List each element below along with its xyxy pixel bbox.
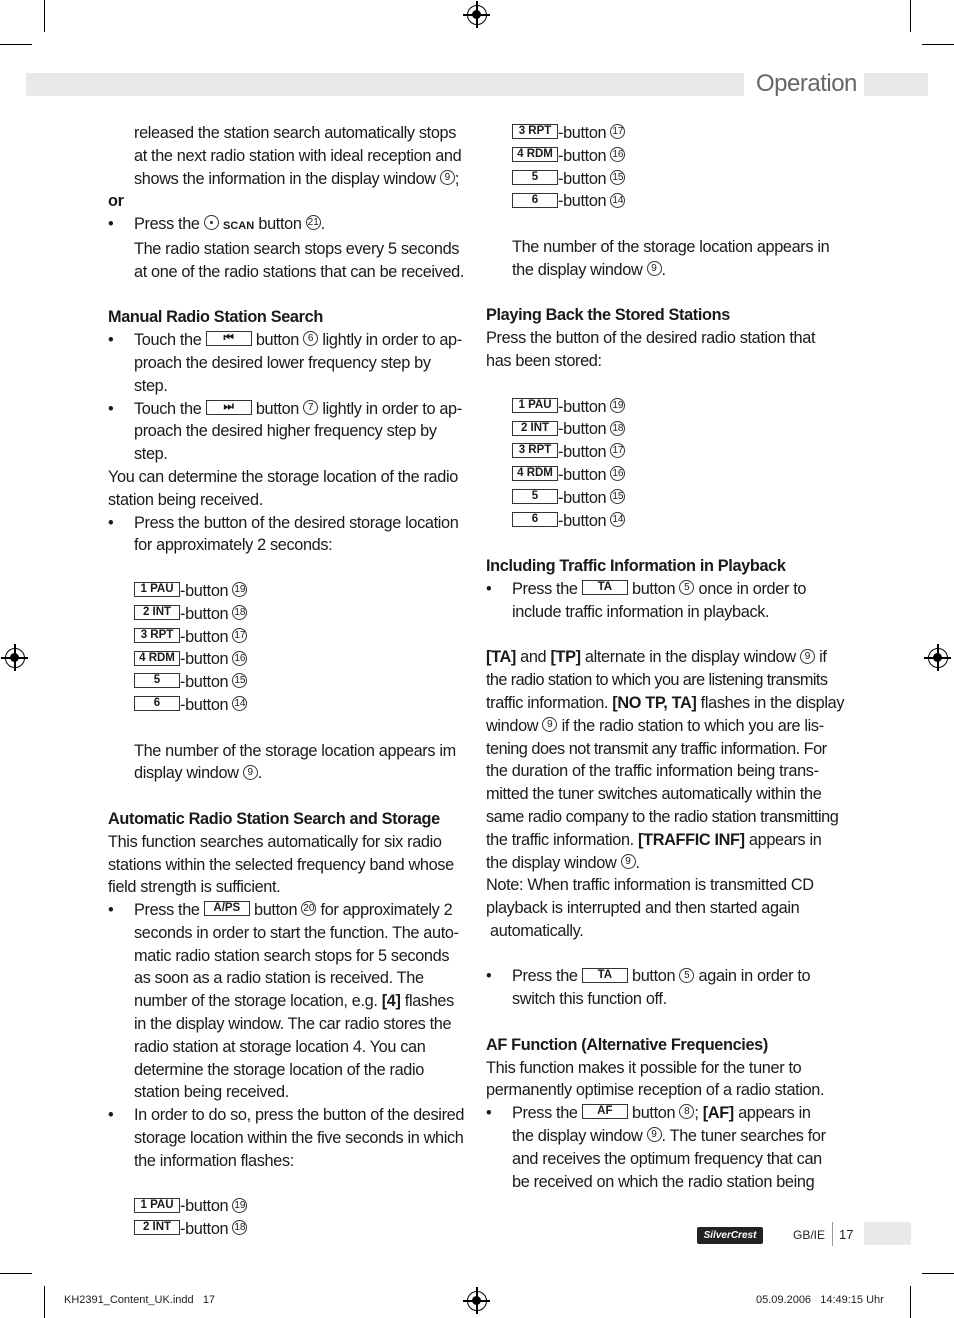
text-line: The number of the storage location appears in [512, 237, 830, 256]
text-line: seconds in order to start the function. The auto- [134, 923, 459, 942]
list-item: • Press the TA button 5 once in order to [486, 579, 807, 598]
text-line: playback is interrupted and then started again [486, 899, 800, 918]
previous-icon: ⏮ [206, 331, 252, 346]
af-button-label: AF [582, 1104, 628, 1119]
scan-label: SCAN [223, 220, 255, 233]
header-band-right [864, 73, 928, 96]
text-line: same radio company to the radio station transmitting [486, 807, 839, 826]
list-item: • Press the TA button 5 again in order to [486, 967, 811, 986]
text-line: has been stored: [486, 351, 602, 370]
aps-button-label: A/PS [204, 901, 250, 916]
page-number: 17 [839, 1227, 854, 1242]
station-row: 6 -button 14 [512, 510, 846, 533]
station-row: 2 INT -button 18 [134, 1218, 468, 1241]
station-row: 3 RPT -button 17 [512, 122, 846, 145]
station-row: 4 RDM -button 16 [512, 464, 846, 487]
ref-number: 21 [307, 217, 319, 229]
ta-button-label: TA [582, 968, 628, 983]
list-item: • Touch the ⏭ button 7 lightly in order to ap- [108, 399, 462, 418]
text-line: matic radio station search stops for 5 seconds [134, 946, 450, 965]
station-row: 5 -button 15 [512, 168, 846, 191]
station-list [486, 396, 846, 533]
list-item: • Touch the ⏮ button 6 lightly in order to ap- [108, 331, 462, 350]
station-row: 1 PAU -button 19 [134, 1195, 468, 1218]
crop-mark [922, 1273, 954, 1274]
text-line: radio station at storage location 4. You can [134, 1037, 426, 1056]
list-item: • Press the A/PS button 20 for approximately 2 [108, 901, 453, 920]
text-line: the information flashes: [134, 1151, 294, 1170]
registration-mark-icon [467, 1291, 487, 1311]
text-line: The number of the storage location appears im [134, 741, 456, 760]
crop-mark [910, 1286, 911, 1318]
scan-icon [204, 215, 219, 230]
text-line: storage location within the five seconds in which [134, 1129, 464, 1148]
brand-logo: SilverCrest [697, 1227, 763, 1244]
station-row: 6 -button 14 [512, 190, 846, 213]
file-info: KH2391_Content_UK.indd 17 [64, 1294, 216, 1306]
text-line: the display window 9 . The tuner searches for [512, 1127, 826, 1146]
station-row: 4 RDM -button 16 [134, 648, 468, 671]
text-line: automatically. [490, 921, 584, 940]
text-line: released the station search automatically stops [134, 124, 457, 142]
station-row: 2 INT -button 18 [512, 418, 846, 441]
list-item: • Press the AF button 8 ; [AF] appears in [486, 1104, 811, 1123]
text-line: permanently optimise reception of a radio station. [486, 1081, 825, 1100]
list-item: • In order to do so, press the button of the desired [108, 1106, 465, 1125]
ref-number: 7 [303, 400, 318, 415]
text-line: the radio station to which you are listening transmits [486, 671, 828, 690]
section-title: Operation [756, 70, 857, 97]
text-line: traffic information. [NO TP, TA] flashes in the display [486, 693, 845, 712]
station-list [108, 580, 468, 717]
text-line: shows the information in the display window 9 ; [134, 169, 460, 188]
header-band [26, 73, 744, 96]
list-item: • Press the button of the desired storage location [108, 513, 459, 532]
text-line: and receives the optimum frequency that can [512, 1149, 822, 1168]
text-line: station being received. [134, 1083, 289, 1102]
crop-mark [922, 44, 954, 45]
text-line: You can determine the storage location of the radio [108, 467, 458, 486]
text-line: determine the storage location of the radio [134, 1060, 424, 1079]
text-line: Note: When traffic information is transmitted CD [486, 876, 814, 895]
text-line: in the display window. The car radio stores the [134, 1015, 452, 1034]
station-row: 3 RPT -button 17 [512, 441, 846, 464]
section-heading: Including Traffic Information in Playback [486, 557, 786, 576]
text-line: tening does not transmit any traffic information. For [486, 739, 827, 758]
text-line: display window 9 . [134, 764, 262, 783]
text-line: for approximately 2 seconds: [134, 536, 333, 555]
list-item: • Press the SCAN button 21 . [108, 215, 325, 234]
text-line: station being received. [108, 490, 263, 509]
text-line: number of the storage location, e.g. [4] flashes [134, 992, 454, 1011]
ref-number: 6 [303, 331, 318, 346]
footer-divider [832, 1222, 833, 1246]
station-list [108, 1195, 468, 1241]
registration-mark-icon [467, 5, 487, 25]
station-row: 2 INT -button 18 [134, 603, 468, 626]
text-line: include traffic information in playback. [512, 602, 770, 621]
date-info: 05.09.2006 14:49:15 Uhr [756, 1294, 884, 1306]
text-line: proach the desired higher frequency step by step. [134, 422, 437, 464]
text-line: proach the desired lower frequency step by step. [134, 353, 431, 395]
station-list [486, 122, 846, 213]
text-line: be received on which the radio station being [512, 1172, 815, 1191]
text-line: field strength is sufficient. [108, 878, 281, 897]
registration-mark-icon [5, 648, 25, 668]
text-line: at the next radio station with ideal reception and [134, 146, 462, 165]
locale-label: GB/IE [793, 1228, 826, 1242]
station-row: 1 PAU -button 19 [512, 396, 846, 419]
station-row: 3 RPT -button 17 [134, 626, 468, 649]
text-line: the duration of the traffic information being trans- [486, 762, 819, 781]
registration-mark-icon [928, 648, 948, 668]
text-line: [TA] and [TP] alternate in the display window 9 if [486, 648, 827, 667]
text-line: as soon as a radio station is received. The [134, 969, 424, 988]
left-column [108, 122, 468, 1241]
or-label: or [108, 192, 124, 211]
section-heading: AF Function (Alternative Frequencies) [486, 1035, 768, 1054]
footer-band [864, 1222, 911, 1245]
text-line: the display window 9 . [486, 853, 640, 872]
station-row: 5 -button 15 [512, 487, 846, 510]
ref-number: 9 [440, 170, 455, 185]
section-heading: Automatic Radio Station Search and Storage [108, 809, 440, 828]
text-line: switch this function off. [512, 990, 667, 1009]
crop-mark [0, 44, 32, 45]
text-line: stations within the selected frequency band whose [108, 855, 454, 874]
text-line: window 9 if the radio station to which you are lis- [486, 716, 824, 735]
text-line: The radio station search stops every 5 seconds [134, 239, 460, 258]
station-row: 1 PAU -button 19 [134, 580, 468, 603]
text-line: at one of the radio stations that can be received. [134, 262, 465, 281]
ta-button-label: TA [582, 580, 628, 595]
text-line: Press the button of the desired radio station that [486, 329, 816, 348]
text-line: mitted the tuner switches automatically within the [486, 785, 822, 804]
next-icon: ⏭ [206, 400, 252, 415]
crop-mark [0, 1273, 32, 1274]
crop-mark [44, 0, 45, 32]
text-line: This function searches automatically for six radio [108, 832, 442, 851]
station-row: 5 -button 15 [134, 671, 468, 694]
station-row: 6 -button 14 [134, 694, 468, 717]
text-line: This function makes it possible for the tuner to [486, 1058, 802, 1077]
crop-mark [44, 1286, 45, 1318]
right-column [486, 122, 846, 1193]
station-row: 4 RDM -button 16 [512, 145, 846, 168]
section-heading: Playing Back the Stored Stations [486, 306, 730, 325]
text-line: the traffic information. [TRAFFIC INF] appears in [486, 830, 822, 849]
text-line: the display window 9 . [512, 260, 666, 279]
section-heading: Manual Radio Station Search [108, 308, 323, 327]
crop-mark [910, 0, 911, 32]
